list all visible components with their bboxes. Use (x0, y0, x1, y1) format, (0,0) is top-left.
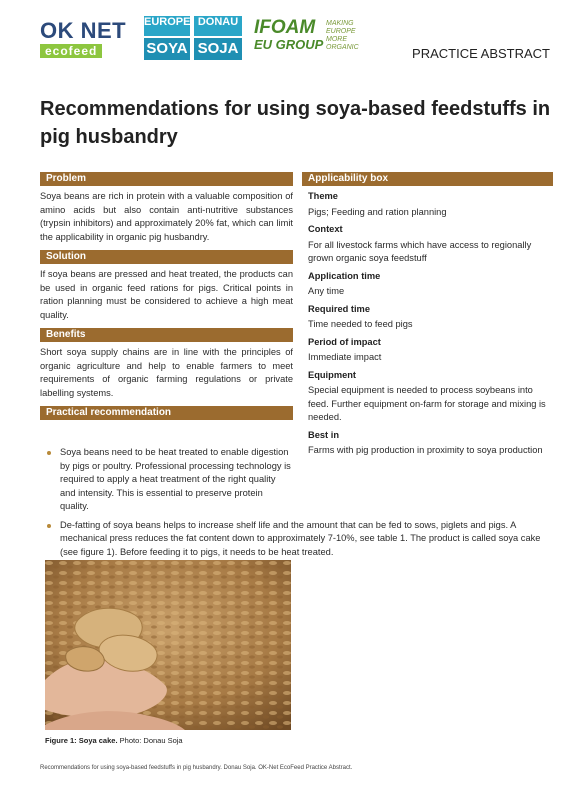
benefits-heading: Benefits (40, 328, 293, 342)
soya-logo-europe: EUROPE (144, 16, 190, 36)
context-label: Context (308, 224, 343, 234)
benefits-text: Short soya supply chains are in line with the principles of organic agriculture and help to enable farmers to meet requirements of organic farming regulations or private labelling systems. (40, 347, 293, 398)
period-of-impact-label: Period of impact (308, 336, 381, 347)
figure-credit: Photo: Donau Soja (119, 736, 183, 745)
left-column (40, 172, 293, 420)
applicability-heading: Applicability box (302, 172, 553, 186)
period-of-impact-value: Immediate impact (308, 352, 382, 362)
solution-text: If soya beans are pressed and heat treated, the products can be used in organic feed rations for pigs. Critical points in ration planning must be considered to achieve a high meat quality. (40, 269, 293, 320)
best-in-value: Farms with pig production in proximity to soya production (308, 445, 543, 455)
ifoam-logo-text: IFOAM (254, 17, 316, 38)
figure-label: Figure 1: Soya cake. (45, 736, 118, 745)
tagline-word: MAKING (326, 20, 354, 27)
problem-text: Soya beans are rich in protein with a valuable composition of amino acids but also contain anti-nutritive substances (trypsin inhibitors) and approximately 20% fat, which can limit the applicability in organic pig husbandry. (40, 191, 293, 242)
tagline-word: MORE (326, 36, 347, 43)
tagline-word: EUROPE (326, 28, 356, 35)
europe-donau-soya-logo (144, 16, 242, 62)
ifoam-eu-group-logo (254, 18, 374, 62)
oknet-logo-text: OK NET (40, 18, 127, 43)
list-item: Soya beans need to be heat treated to enable digestion by pigs or poultry. Professional processing technology is required to apply a heat treatment of the right quality and intensity. This is essential to preserve protein quality. (40, 446, 293, 514)
equipment-label: Equipment (308, 369, 357, 380)
document-type-label: PRACTICE ABSTRACT (412, 46, 550, 61)
soya-cake-illustration (45, 560, 291, 730)
solution-heading: Solution (40, 250, 293, 264)
soya-logo-donau: DONAU (194, 16, 242, 36)
page-footer: Recommendations for using soya-based feedstuffs in pig husbandry. Donau Soja. OK-Net EcoFeed Practice Abstract. (40, 765, 353, 771)
eu-group-logo-text: EU GROUP (254, 37, 324, 52)
ifoam-tagline (326, 20, 376, 52)
application-time-label: Application time (308, 270, 381, 281)
application-time-value: Any time (308, 286, 345, 296)
figure-caption (45, 736, 183, 746)
tagline-word: ORGANIC (326, 44, 359, 51)
document-title: Recommendations for using soya-based feedstuffs in pig husbandry (40, 98, 551, 148)
ecofeed-logo-text: ecofeed (40, 44, 102, 58)
practical-recommendation-heading: Practical recommendation (40, 406, 293, 420)
soya-logo-soya: SOYA (144, 38, 190, 60)
equipment-value: Special equipment is needed to process soybeans into feed. Further equipment on-farm for storage and mixing is needed. (308, 385, 546, 422)
soya-logo-soja: SOJA (194, 38, 242, 60)
theme-label: Theme (308, 191, 338, 201)
problem-heading: Problem (40, 172, 293, 186)
applicability-box (302, 172, 553, 461)
practical-recommendation-list (40, 446, 554, 559)
soya-cake-photo (45, 560, 291, 730)
best-in-label: Best in (308, 429, 339, 440)
header-logos (40, 14, 550, 64)
required-time-label: Required time (308, 303, 370, 314)
context-value: For all livestock farms which have access to regionally grown organic soya feedstuff (308, 239, 532, 263)
list-item: De-fatting of soya beans helps to increase shelf life and the amount that can be fed to sows, piglets and pigs. A mechanical press reduces the fat content down to approximately 7-10%, see table 1. The product is called soya cake (see figure 1). Before feeding it to pigs, it needs to be heat treated. (40, 519, 554, 560)
required-time-value: Time needed to feed pigs (308, 319, 413, 329)
theme-value: Pigs; Feeding and ration planning (308, 206, 447, 217)
oknet-ecofeed-logo (40, 20, 128, 60)
